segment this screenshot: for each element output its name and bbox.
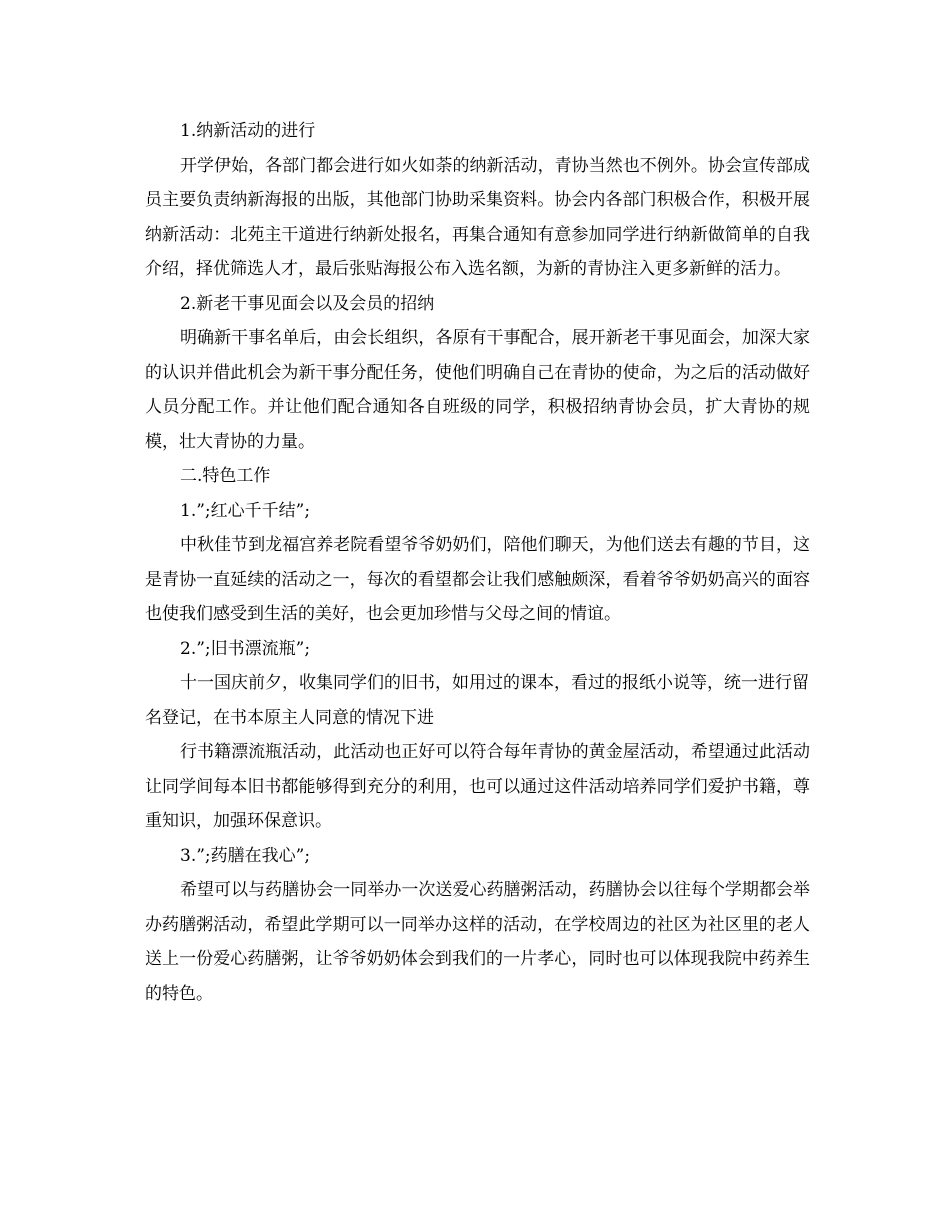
subheading-herbal-diet: 3.”;药膳在我心”; bbox=[180, 845, 311, 866]
paragraph-meeting: 明确新干事名单后，由会长组织，各原有干事配合，展开新老干事见面会，加深大家的认识并借此机会为新干事分配任务，使他们明确自己在青协的使命，为之后的活动做好人员分配工作。并让他们配合通知各自班级的同学，积极招纳青协会员，扩大青协的规模，壮大青协的力量。 bbox=[145, 328, 810, 452]
document-page bbox=[145, 114, 810, 1011]
subheading-red-heart: 1.”;红心千千结”; bbox=[180, 500, 311, 521]
paragraph-book-drift-part1: 十一国庆前夕，收集同学们的旧书，如用过的课本，看过的报纸小说等，统一进行留名登记，在书本原主人同意的情况下进 bbox=[145, 673, 809, 728]
paragraph-book-drift-part2: 行书籍漂流瓶活动，此活动也正好可以符合每年青协的黄金屋活动，希望通过此活动让同学间每本旧书都能够得到充分的利用，也可以通过这件活动培养同学们爱护书籍，尊重知识，加强环保意识。 bbox=[145, 742, 810, 831]
paragraph-herbal-diet: 希望可以与药膳协会一同举办一次送爱心药膳粥活动，药膳协会以往每个学期都会举办药膳粥活动，希望此学期可以一同举办这样的活动，在学校周边的社区为社区里的老人送上一份爱心药膳粥，让爷爷奶奶体会到我们的一片孝心，同时也可以体现我院中药养生的特色。 bbox=[145, 880, 810, 1004]
subheading-book-drift: 2.”;旧书漂流瓶”; bbox=[180, 638, 311, 659]
paragraph-recruitment: 开学伊始，各部门都会进行如火如荼的纳新活动，青协当然也不例外。协会宣传部成员主要负责纳新海报的出版，其他部门协助采集资料。协会内各部门积极合作，积极开展纳新活动：北苑主干道进行纳新处报名，再集合通知有意参加同学进行纳新做简单的自我介绍，择优筛选人才，最后张贴海报公布入选名额，为新的青协注入更多新鲜的活力。 bbox=[145, 155, 810, 279]
section-heading-meeting: 2.新老干事见面会以及会员的招纳 bbox=[180, 293, 435, 314]
section-heading-featured-work: 二.特色工作 bbox=[180, 466, 271, 486]
paragraph-red-heart: 中秋佳节到龙福宫养老院看望爷爷奶奶们，陪他们聊天，为他们送去有趣的节目，这是青协一直延续的活动之一，每次的看望都会让我们感触颇深，看着爷爷奶奶高兴的面容也使我们感受到生活的美好，也会更加珍惜与父母之间的情谊。 bbox=[145, 535, 810, 624]
section-heading-recruitment: 1.纳新活动的进行 bbox=[180, 121, 316, 141]
